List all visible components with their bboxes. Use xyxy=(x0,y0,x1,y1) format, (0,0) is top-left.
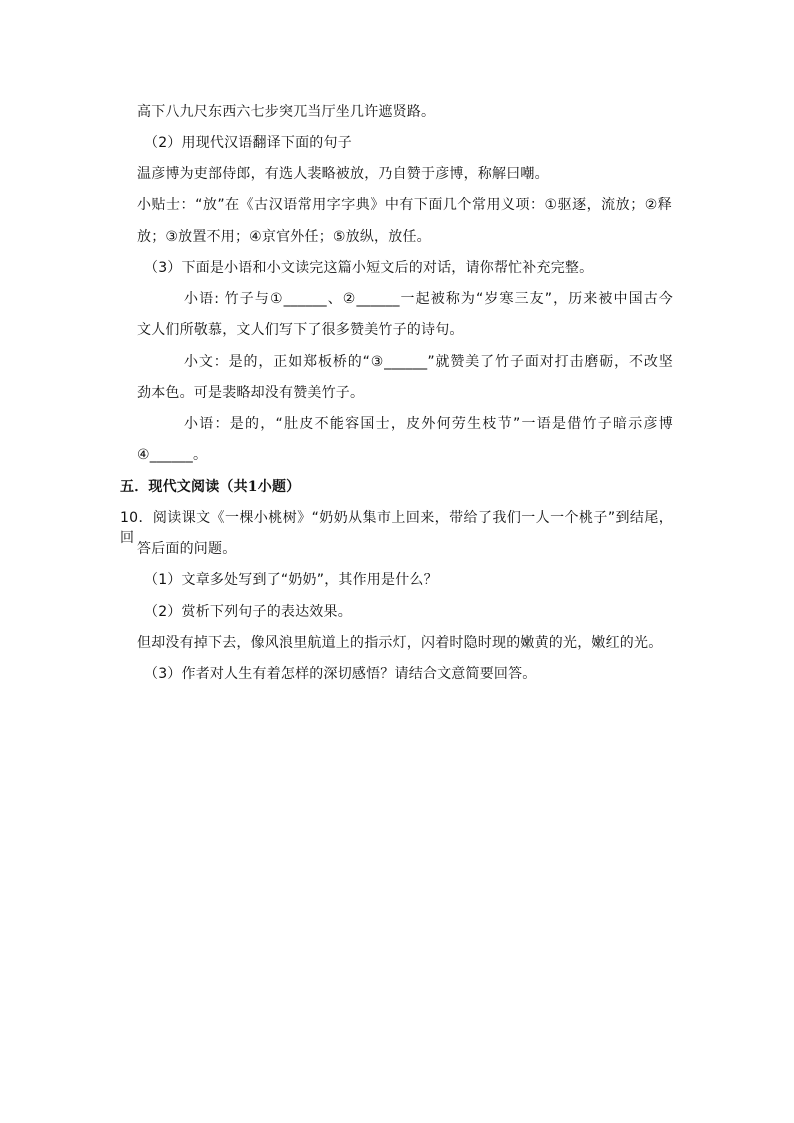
dialogue-xiaoyu-1b: 文人们所敬慕，文人们写下了很多赞美竹子的诗句。 xyxy=(137,322,464,338)
poem-line: 高下八九尺东西六七步突兀当厅坐几许遮贤路。 xyxy=(137,104,436,120)
tip-line-2: 放；③放置不用；④京官外任；⑤放纵，放任。 xyxy=(137,229,431,245)
dialogue-xiaoyu-2a: 小语：是的，“肚皮不能容国士，皮外何劳生枝节”一语是借竹子暗示彦博 xyxy=(184,416,673,432)
question-10-sentence: 但却没有掉下去，像风浪里航道上的指示灯，闪着时隐时现的嫩黄的光，嫩红的光。 xyxy=(137,635,663,651)
question-10-sub-3: （3）作者对人生有着怎样的深切感悟？请结合文意简要回答。 xyxy=(144,666,537,682)
dialogue-xiaoyu-2b: ④______。 xyxy=(137,447,208,463)
question-10-sub-2: （2）赏析下列句子的表达效果。 xyxy=(144,604,352,620)
tip-line-1: 小贴士：“放”在《古汉语常用字字典》中有下面几个常用义项：①驱逐，流放；②释 xyxy=(137,197,672,213)
dialogue-xiaowen-a: 小文：是的，正如郑板桥的“③______”就赞美了竹子面对打击磨砺，不改坚 xyxy=(184,354,673,370)
section-heading: 五．现代文阅读（共1小题） xyxy=(120,479,301,495)
subquestion-3-prompt: （3）下面是小语和小文读完这篇小短文后的对话，请你帮忙补充完整。 xyxy=(144,260,594,276)
dialogue-xiaowen-b: 劲本色。可是裴略却没有赞美竹子。 xyxy=(137,385,365,401)
question-10-line-1: 10．阅读课文《一棵小桃树》“奶奶从集市上回来，带给了我们一人一个桃子”到结尾，回 xyxy=(120,510,673,546)
subquestion-2-prompt: （2）用现代汉语翻译下面的句子 xyxy=(144,135,352,151)
translation-sentence: 温彦博为吏部侍郎，有选人裴略被放，乃自赞于彦博，称解曰嘲。 xyxy=(137,166,549,182)
question-10-line-2: 答后面的问题。 xyxy=(137,541,237,557)
question-10-sub-1: （1）文章多处写到了“奶奶”，其作用是什么？ xyxy=(144,572,438,588)
dialogue-xiaoyu-1a: 小语: 竹子与①______、②______一起被称为“岁寒三友”，历来被中国古今 xyxy=(184,291,673,307)
